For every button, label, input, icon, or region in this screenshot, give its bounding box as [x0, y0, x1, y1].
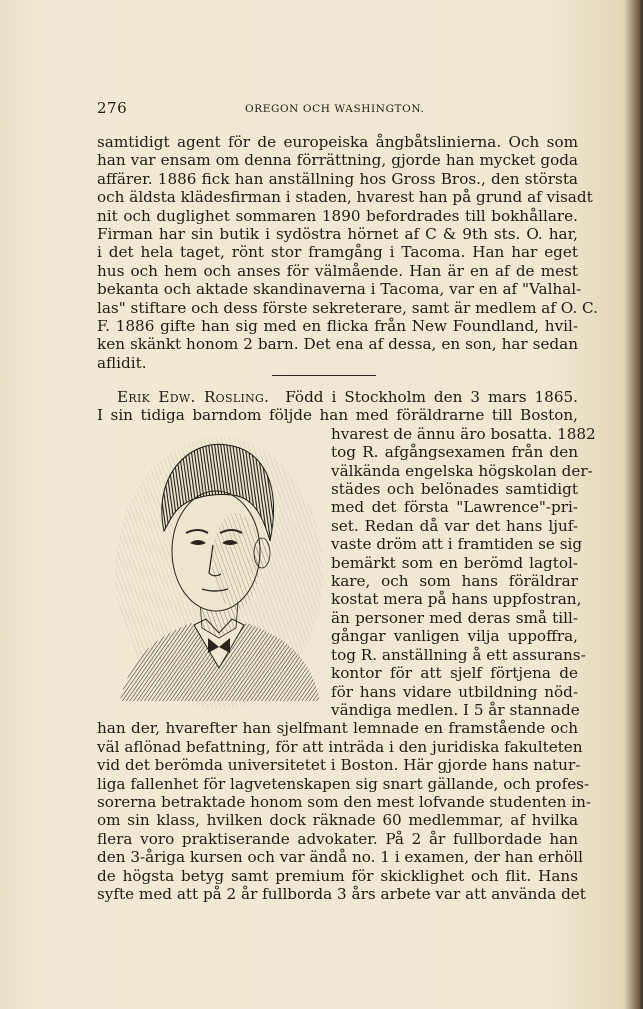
- text-line: bekanta och aktade skandinaverna i Tacoma, var en af "Valhal-: [97, 280, 582, 299]
- face-shading: [212, 513, 260, 609]
- paragraph-previous-biography: [97, 133, 598, 372]
- text-line: tog R. anställning å ett assurans-: [331, 645, 586, 664]
- text-line: kare, och som hans föräldrar: [331, 572, 578, 591]
- bio-opening-line: [97, 388, 578, 406]
- text-line: liga fallenhet för lagvetenskapen sig snart gällande, och profes-: [97, 774, 590, 793]
- text-line: las" stiftare och dess förste sekreterare, samt är medlem af O. C.: [97, 298, 598, 317]
- text-line: flera voro praktiserande advokater. På 2 år fullbordade han: [97, 829, 578, 848]
- text-line: med det första "Lawrence"-pri-: [331, 498, 578, 517]
- text-line: de högsta betyg samt premium för skicklighet och flit. Hans: [97, 866, 578, 885]
- bio-birth-text: Född i Stockholm den 3 mars 1865.: [285, 388, 578, 406]
- text-line: tog R. afgångsexamen från den: [331, 443, 578, 462]
- portrait-engraving: [112, 433, 326, 711]
- text-line: hus och hem och anses för välmående. Han är en af de mest: [97, 261, 578, 280]
- text-line: affärer. 1886 fick han anställning hos Gross Bros., den största: [97, 169, 578, 188]
- page-header: [97, 99, 577, 119]
- text-line: Firman har sin butik i sydöstra hörnet af C & 9th sts. O. har,: [97, 225, 578, 244]
- ear: [254, 538, 270, 568]
- text-line: sorerna betraktade honom som den mest lofvande studenten in-: [97, 792, 592, 811]
- text-line: kontor för att sjelf förtjena de: [331, 664, 578, 683]
- text-line: vaste dröm att i framtiden se sig: [331, 535, 583, 554]
- text-beside-portrait: [331, 424, 596, 720]
- text-line: han var ensam om denna förrättning, gjorde han mycket goda: [97, 151, 578, 170]
- bio-name: Erik Edw. Rosling.: [117, 388, 270, 406]
- text-line: aflidit.: [97, 353, 147, 372]
- text-line: välkända engelska högskolan der-: [331, 461, 593, 480]
- text-line: hvarest de ännu äro bosatta. 1882: [331, 424, 596, 443]
- text-line: kostat mera på hans uppfostran,: [331, 590, 582, 609]
- text-line: nit och duglighet sommaren 1890 befordrades till bokhållare.: [97, 206, 578, 225]
- text-line: vändiga medlen. I 5 år stannade: [331, 700, 580, 719]
- text-line: i det hela taget, rönt stor framgång i Tacoma. Han har eget: [97, 243, 578, 262]
- text-line: samtidigt agent för de europeiska ångbåtslinierna. Och som: [97, 133, 578, 151]
- text-line: syfte med att på 2 år fullborda 3 års arbete var att använda det: [97, 884, 586, 903]
- text-line: för hans vidare utbildning nöd-: [331, 682, 578, 701]
- text-line: den 3-åriga kursen och var ändå no. 1 i examen, der han erhöll: [97, 848, 583, 867]
- text-line: I sin tidiga barndom följde han med föräldrarne till Boston,: [97, 406, 578, 425]
- text-line: vid det berömda universitetet i Boston. Här gjorde hans natur-: [97, 756, 581, 775]
- text-line: ken skänkt honom 2 barn. Det ena af dessa, en son, har sedan: [97, 335, 578, 354]
- text-line: han der, hvarefter han sjelfmant lemnade en framstående och: [97, 719, 578, 738]
- text-line: F. 1886 gifte han sig med en flicka från New Foundland, hvil-: [97, 317, 578, 336]
- running-title: OREGON OCH WASHINGTON.: [245, 103, 425, 115]
- text-line: gångar vanligen vilja uppoffra,: [331, 627, 578, 646]
- text-line: än personer med deras små till-: [331, 608, 578, 627]
- text-line: väl aflönad befattning, för att inträda i den juridiska fakulteten: [97, 737, 583, 756]
- text-line: bemärkt som en berömd lagtol-: [331, 553, 578, 572]
- text-line: om sin klass, hvilken dock räknade 60 medlemmar, af hvilka: [97, 811, 578, 830]
- text-line: set. Redan då var det hans ljuf-: [331, 516, 578, 535]
- text-line: städes och belönades samtidigt: [331, 480, 578, 499]
- page-number: 276: [97, 99, 128, 117]
- text-line: och äldsta klädesfirman i staden, hvarest han på grund af visadt: [97, 188, 593, 207]
- section-divider: [272, 375, 376, 376]
